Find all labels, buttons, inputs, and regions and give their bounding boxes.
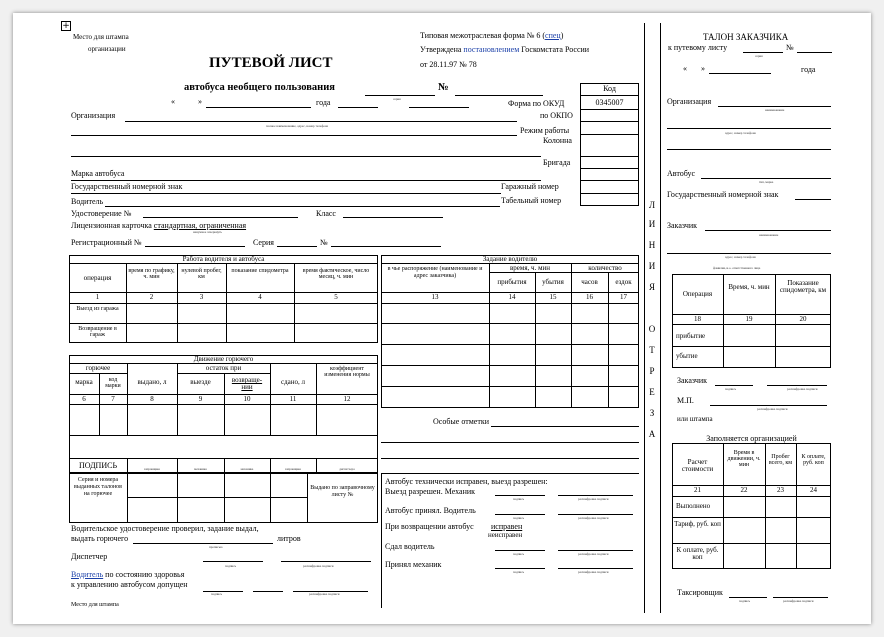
form-type: Типовая межотраслевая форма № 6 (спец) — [420, 31, 564, 40]
approved-link[interactable]: постановлением — [463, 45, 520, 54]
dispatcher-label: Диспетчер — [71, 552, 108, 561]
page-title: ПУТЕВОЙ ЛИСТ — [209, 55, 333, 71]
form-type-link[interactable]: спец — [545, 31, 561, 40]
driver-link[interactable]: Водитель — [71, 570, 104, 579]
signs-label: ПОДПИСЬ — [78, 461, 118, 470]
license-card: Лицензионная карточка стандартная, ограниченная — [71, 221, 247, 230]
waybill-sheet: + Место для штампа организации ПУТЕВОЙ ЛИСТ Типовая межотраслевая форма № 6 (спец) Утверждена постановлением Госкомстата России от 28.11.97 № 78 автобуса необщего пользования № « » года серия Форма по ОКУД по ОКПО Режим работы Колонна Бригада Гаражный номер Табельный номер Код 0345007 Организация полное наименование, адрес, номер телефона Марка автобуса Государственный номерной знак Водитель Удостоверение № Класс Лицензионная карточка стандартная, ограниченная ненужное зачеркнуть Регистрационный № Серия № Работа водителя и автобуса операция время по графику, ч. мин нулевой пробег, км показание спидометра время фактическое, число месяц, ч. мин 1 2 3 4 5 Выезд из гаража Возвращение в гараж Движение горючего горючее остаток при коэффициент изменения нормы марка код марки выдано, л выезде возвраще-нии сдано, л 6 7 8 9 10 11 12 ПОДПИСЬ заправщика механика механика заправщика диспетчера Серия и номера выданных талонов на горючее Выдано по заправочному листу № Водительское удостоверение проверил, задание выдал, выдать горючего литров прописью Диспетчер подпись расшифровка подписи Водитель по состоянию здоровья к управлению автобусом допущен подпись расшифровка подписи Место для штампа Задание водителю в чье распоряжение (наименование и адрес заказчика) время, ч. мин количество прибытия убытия часов ездок 13 14 15 16 17 Особые отметки Автобус технически исправен, выезд разрешен: Выезд разрешен. Механик подпись расшифровка подписи Автобус принял. Водитель подпись расшифровка подписи При возвращении автобус исправен неисправен Сдал водитель подпись расшифровка подписи Принял механик подпись расшифровка подписи Л И Н И Я О Т Р Е З А ТАЛОН ЗАКАЗЧИКА к путевому листу № серия « » года Организация наименование адрес, номер телефона Автобус тип, марка Государственный номерной знак Заказчик наименование адрес, номер телефона фамилия, и.о. ответственного лица Операция Время, ч. мин Показание спидометра, км 18 19 20 прибытие убытие Заказчик подпись расшифровка подписи М.П. расшифровка подписи или штампа Заполняется организацией Расчет стоимости Время в движении, ч. мин Пробег всего, км К оплате, руб. коп 21 22 23 24 Выполнено Тариф, руб. коп К оплате, руб. коп Таксировщик подпись расшифровка подписи — [13, 13, 871, 624]
approved-date: от 28.11.97 № 78 — [420, 60, 477, 69]
driver-health: Водитель по состоянию здоровья — [71, 570, 185, 579]
approved: Утверждена постановлением Госкомстата России — [420, 45, 590, 54]
year-label: года — [316, 98, 331, 107]
stamp-org: организации — [88, 45, 126, 53]
org-field[interactable] — [125, 121, 517, 122]
notes-label: Особые отметки — [433, 417, 489, 426]
coupon-title: ТАЛОН ЗАКАЗЧИКА — [703, 32, 789, 42]
move-handle-plus-icon[interactable]: + — [62, 21, 70, 31]
tear-line-left — [644, 23, 645, 613]
number-sign: № — [438, 82, 449, 93]
stamp-place: Место для штампа — [73, 33, 129, 41]
org-label: Организация — [71, 111, 116, 120]
tear-line-right — [660, 23, 661, 613]
subtitle: автобуса необщего пользования — [184, 82, 335, 93]
okud-code: 0345007 — [595, 98, 624, 107]
